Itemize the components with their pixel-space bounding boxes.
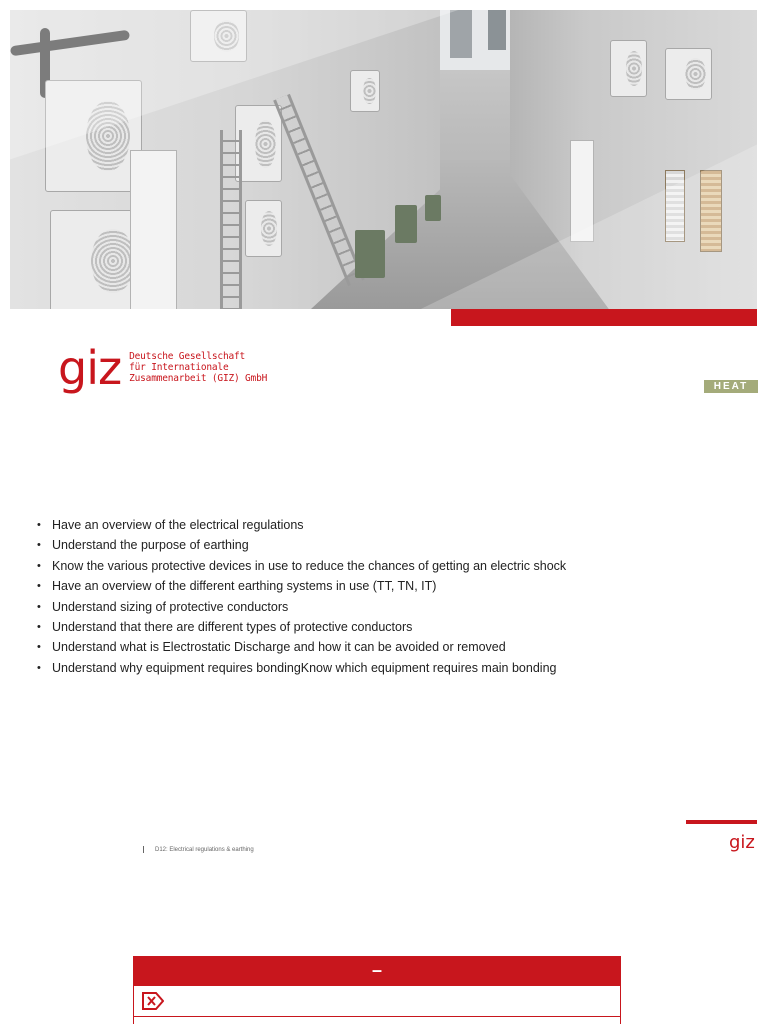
giz-name-line: Deutsche Gesellschaft bbox=[129, 351, 246, 362]
embedded-widget bbox=[133, 956, 621, 1024]
objective-text: Have an overview of the different earthing systems in use (TT, TN, IT) bbox=[52, 579, 437, 594]
objective-text: Understand why equipment requires bondingKnow which equipment requires main bonding bbox=[52, 660, 557, 675]
giz-company-name bbox=[129, 351, 267, 384]
list-item bbox=[37, 658, 737, 678]
list-item bbox=[37, 556, 737, 576]
hero-ac-unit bbox=[235, 105, 282, 182]
footer-module-label: D12: Electrical regulations & earthing bbox=[155, 847, 254, 853]
objectives-list bbox=[37, 515, 737, 678]
list-item bbox=[37, 617, 737, 637]
widget-row bbox=[133, 1017, 621, 1024]
hero-bin bbox=[395, 205, 417, 243]
list-item bbox=[37, 515, 737, 535]
bullet: • bbox=[37, 539, 41, 552]
hero-ac-unit bbox=[350, 70, 380, 112]
hero-photo bbox=[10, 10, 757, 309]
widget-header-label: – bbox=[371, 960, 382, 980]
list-item bbox=[37, 535, 737, 555]
hero-door bbox=[130, 150, 177, 309]
giz-logo bbox=[58, 341, 268, 397]
bullet: • bbox=[37, 580, 41, 593]
bullet: • bbox=[37, 600, 41, 613]
close-tag-icon[interactable] bbox=[142, 992, 164, 1010]
hero-tower bbox=[488, 10, 506, 50]
bullet: • bbox=[37, 621, 41, 634]
bullet: • bbox=[37, 641, 41, 654]
giz-name-line: für Internationale bbox=[129, 362, 229, 373]
objective-text: Understand that there are different types of protective conductors bbox=[52, 620, 413, 635]
hero-ac-unit bbox=[245, 200, 282, 257]
footer-separator bbox=[143, 846, 144, 853]
bullet: • bbox=[37, 661, 41, 674]
footer-giz-logo: giz bbox=[729, 832, 755, 853]
list-item bbox=[37, 597, 737, 617]
objective-text: Understand what is Electrostatic Discharge and how it can be avoided or removed bbox=[52, 640, 506, 655]
objective-text: Understand sizing of protective conductors bbox=[52, 599, 289, 614]
list-item bbox=[37, 637, 737, 657]
bullet: • bbox=[37, 519, 41, 531]
giz-name-line: Zusammenarbeit (GIZ) GmbH bbox=[129, 373, 268, 384]
widget-row[interactable] bbox=[133, 986, 621, 1017]
hero-ladder bbox=[220, 130, 242, 309]
giz-wordmark: giz bbox=[58, 341, 122, 395]
footer-accent-line bbox=[686, 820, 757, 824]
hero-ac-unit bbox=[610, 40, 647, 97]
hero-tower bbox=[450, 10, 472, 58]
objective-text: Understand the purpose of earthing bbox=[52, 538, 249, 553]
widget-header[interactable] bbox=[133, 956, 621, 986]
list-item bbox=[37, 576, 737, 596]
hero-bin bbox=[425, 195, 441, 221]
objective-text: Have an overview of the electrical regulations bbox=[52, 518, 304, 532]
accent-bar bbox=[451, 309, 757, 326]
objective-text: Know the various protective devices in use to reduce the chances of getting an electric shock bbox=[52, 558, 567, 573]
bullet: • bbox=[37, 559, 41, 572]
hero-ac-unit bbox=[665, 48, 712, 100]
hero-bin bbox=[355, 230, 385, 278]
partner-logo: HEAT bbox=[704, 380, 758, 393]
